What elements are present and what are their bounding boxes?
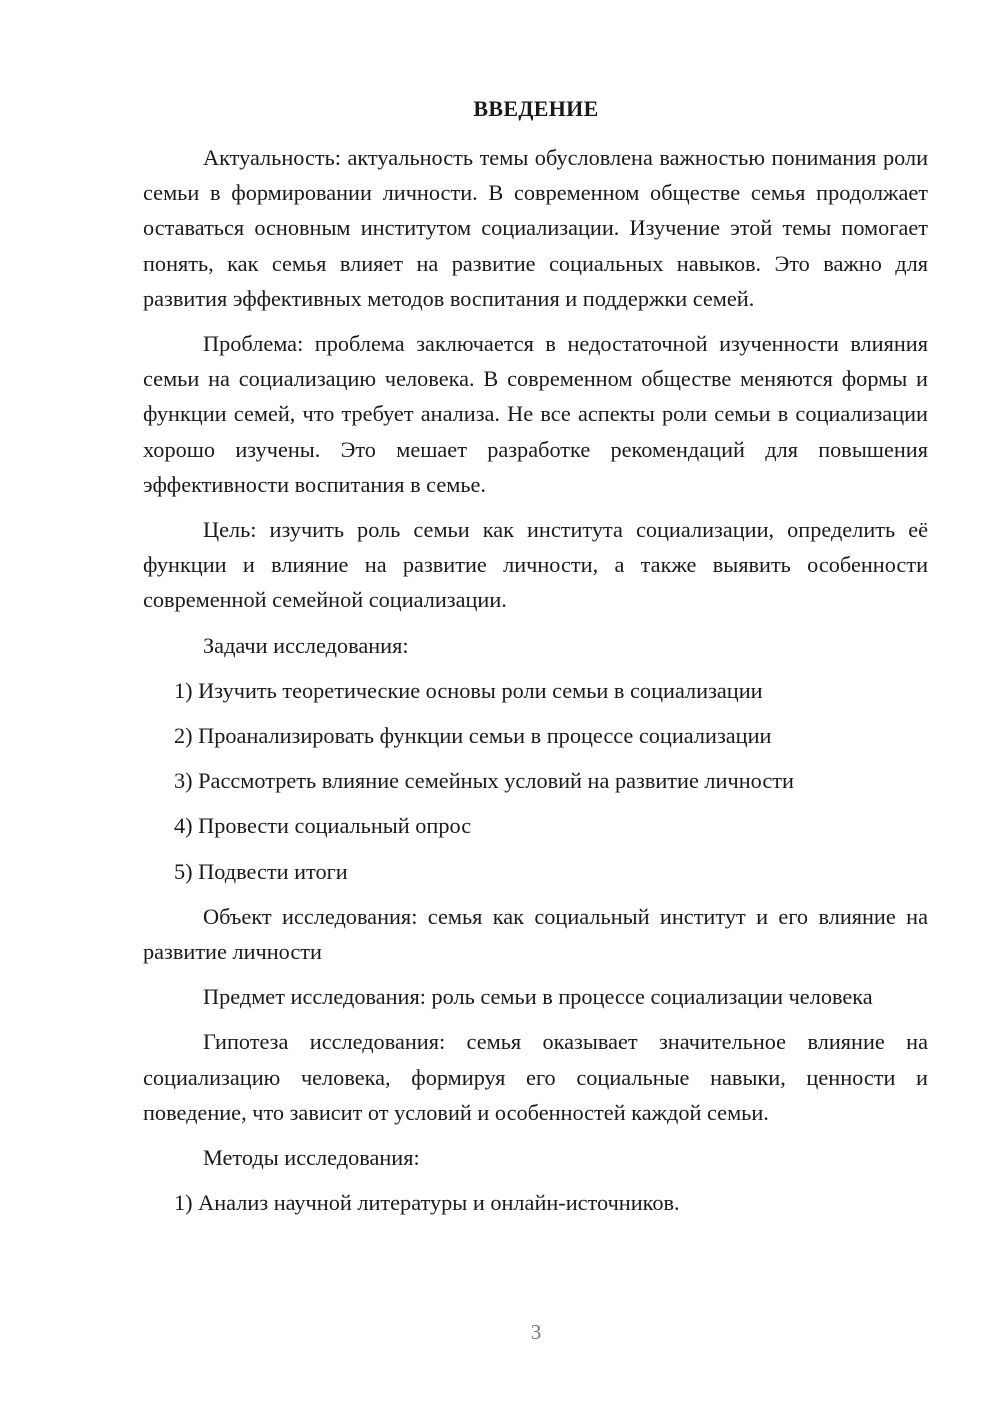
tasks-heading: Задачи исследования: [203, 632, 409, 658]
task-item: 2) Проанализировать функции семьи в процессе социализации [174, 723, 772, 749]
page-title: ВВЕДЕНИЕ [473, 96, 599, 121]
task-item: 3) Рассмотреть влияние семейных условий на развитие личности [174, 768, 794, 794]
methods-heading: Методы исследования: [203, 1145, 420, 1171]
goal-paragraph: Цель: изучить роль семьи как института социализации, определить её функции и влияние на развитие личности, а также выявить особенности современной семейной социализации. [143, 517, 928, 613]
document-body [143, 140, 928, 1230]
task-item: 5) Подвести итоги [174, 858, 348, 884]
problem-paragraph: Проблема: проблема заключается в недостаточной изученности влияния семьи на социализацию человека. В современном обществе меняются формы и функции семей, что требует анализа. Не все аспекты роли семьи в социализации хорошо изучены. Это мешает разработке рекомендаций для повышения эффективности воспитания в семье. [143, 331, 928, 497]
object-paragraph: Объект исследования: семья как социальный институт и его влияние на развитие личности [143, 903, 928, 965]
hypothesis-paragraph: Гипотеза исследования: семья оказывает значительное влияние на социализацию человека, формируя его социальные навыки, ценности и поведение, что зависит от условий и особенностей каждой семьи. [143, 1029, 928, 1125]
method-item: 1) Анализ научной литературы и онлайн-источников. [174, 1190, 680, 1216]
subject-paragraph: Предмет исследования: роль семьи в процессе социализации человека [203, 984, 873, 1010]
task-item: 4) Провести социальный опрос [174, 813, 472, 839]
relevance-paragraph: Актуальность: актуальность темы обусловлена важностью понимания роли семьи в формировании личности. В современном обществе семья продолжает оставаться основным институтом социализации. Изучение этой темы помогает понять, как семья влияет на развитие социальных навыков. Это важно для развития эффективных методов воспитания и поддержки семей. [143, 145, 928, 311]
task-item: 1) Изучить теоретические основы роли семьи в социализации [174, 677, 763, 703]
page-number: 3 [530, 1320, 542, 1344]
